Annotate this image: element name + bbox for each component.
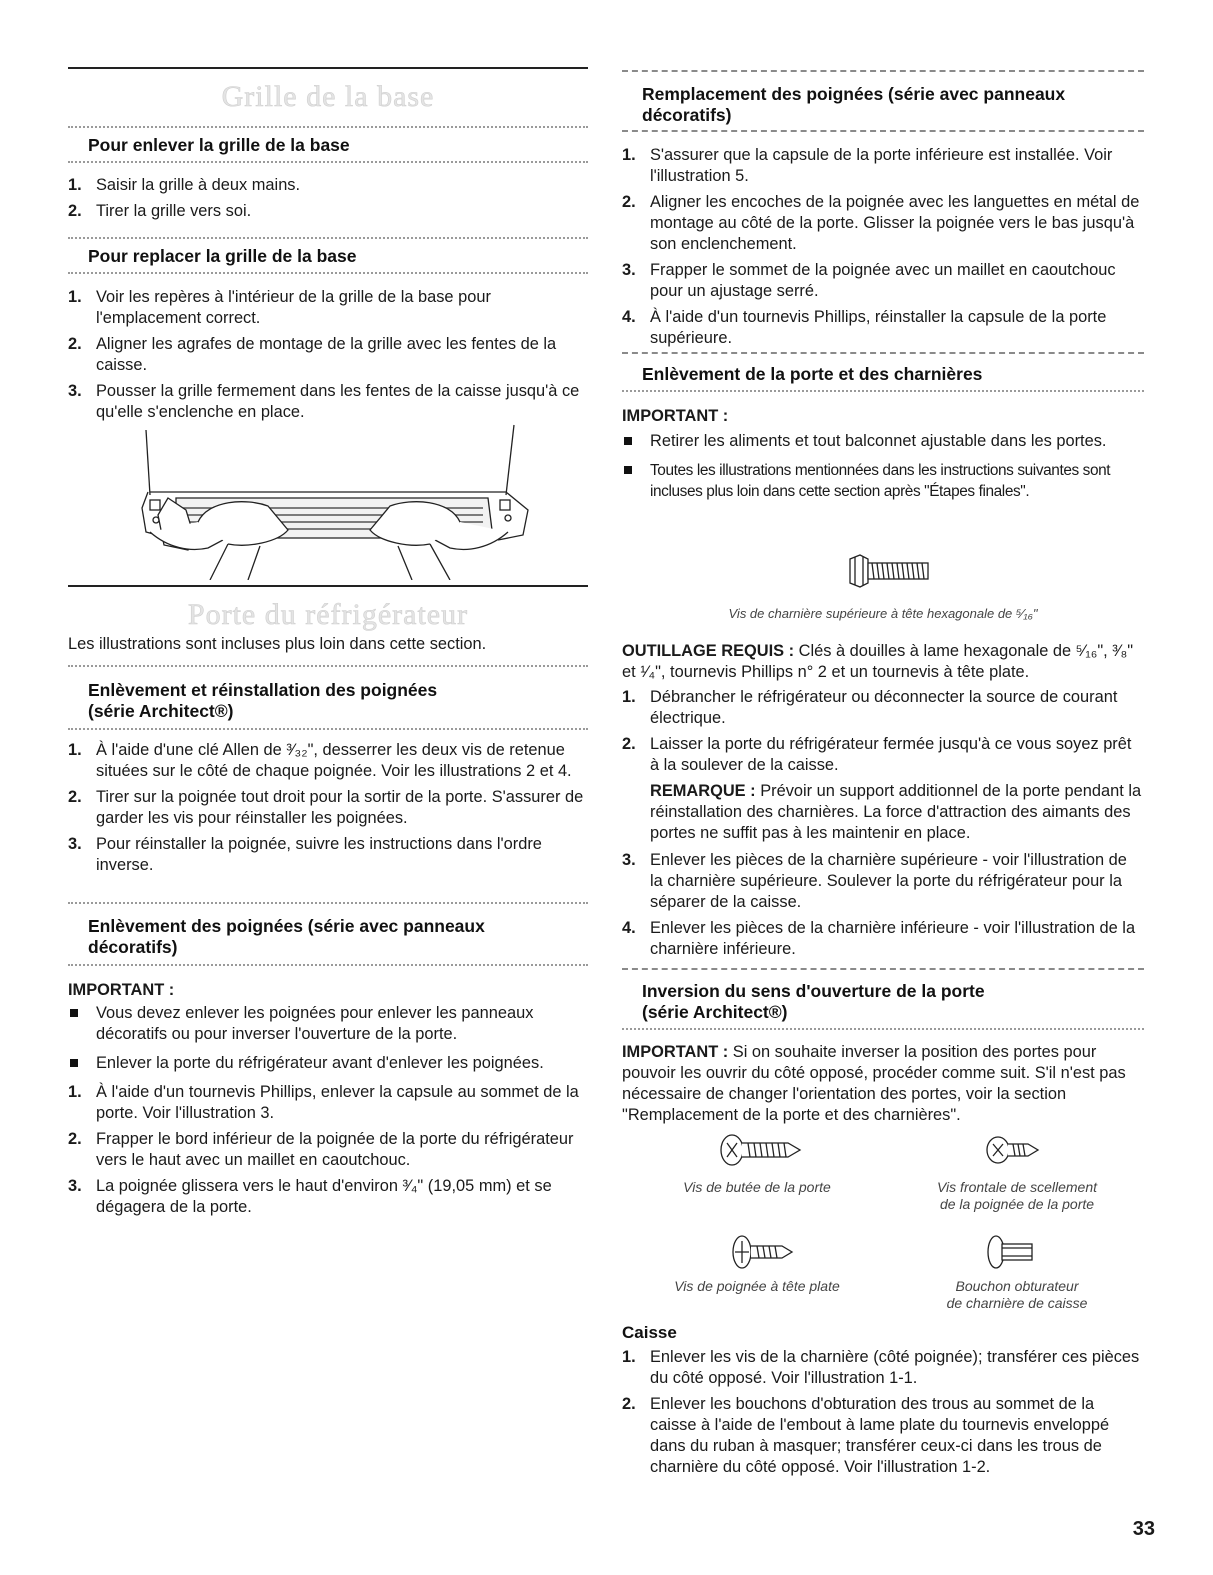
bullets-charnieres: [622, 431, 1144, 502]
list-item: 1. À l'aide d'une clé Allen de ³⁄₃₂", desserrer les deux vis de retenue situées sur le côté de chaque poignée. Voir les illustrations 2 et 4.: [68, 741, 572, 780]
list-item: 2. Tirer sur la poignée tout droit pour la sortir de la porte. S'assurer de garder les vis pour réinstaller les poignées.: [68, 788, 584, 827]
list-item: Toutes les illustrations mentionnées dans les instructions suivantes sont incluses plus loin dans cette section après "Étapes finales".: [622, 460, 1144, 502]
list-item: 4. À l'aide d'un tournevis Phillips, réinstaller la capsule de la porte supérieure.: [622, 308, 1107, 347]
list-item: 3. Enlever les pièces de la charnière supérieure - voir l'illustration de la charnière supérieure. Soulever la porte du réfrigérateur pour la séparer de la caisse.: [622, 851, 1127, 911]
section-title-porte: Porte du réfrigérateur: [187, 598, 469, 631]
divider: [68, 964, 588, 966]
square-bullet-icon: [624, 466, 632, 474]
list-item: 2. Laisser la porte du réfrigérateur fermée jusqu'à ce vous soyez prêt à la soulever de la caisse.: [622, 735, 1132, 774]
base-grille-illustration: [128, 420, 538, 580]
list-item: 1. Enlever les vis de la charnière (côté poignée); transférer ces pièces du côté opposé. Voir l'illustration 1-1.: [622, 1348, 1140, 1387]
divider: [622, 1028, 1144, 1030]
list-item: 2. Aligner les agrafes de montage de la grille avec les fentes de la caisse.: [68, 335, 557, 374]
list-item: 1. Voir les repères à l'intérieur de la grille de la base pour l'emplacement correct.: [68, 288, 491, 327]
caption-frontale-line2: de la poignée de la porte: [939, 1196, 1095, 1212]
caption-hex-bolt: Vis de charnière supérieure à tête hexagonale de ⁵⁄₁₆": [728, 606, 1038, 621]
heading-replacer-grille: Pour replacer la grille de la base: [88, 246, 357, 266]
divider: [68, 272, 588, 274]
page-number: 33: [1132, 1518, 1155, 1540]
caption-bouchon-line2: de charnière de caisse: [946, 1295, 1088, 1311]
caption-frontale-line1: Vis frontale de scellement: [936, 1179, 1098, 1195]
square-bullet-icon: [70, 1059, 78, 1067]
inversion-important: IMPORTANT : Si on souhaite inverser la position des portes pour pouvoir les ouvrir du côté opposé, procéder comme suit. S'il n'est pas nécessaire de changer l'orientation des portes, voir la section "Remplacement de la porte et des charnières".: [622, 1043, 1126, 1124]
heading-charnieres: Enlèvement de la porte et des charnières: [642, 364, 983, 384]
important-label: IMPORTANT :: [622, 407, 729, 425]
divider: [68, 665, 588, 667]
list-item: 2. Aligner les encoches de la poignée avec les languettes en métal de montage au côté de la porte. Glisser la poignée vers le bas jusqu'à son enclenchement.: [622, 193, 1140, 253]
divider: [622, 390, 1144, 392]
list-item: 1. Saisir la grille à deux mains.: [68, 176, 301, 194]
flat-head-screw-icon: [730, 1233, 800, 1271]
section-title-grille: Grille de la base: [221, 80, 435, 113]
list-item: 2. Tirer la grille vers soi.: [68, 202, 252, 220]
divider: [68, 161, 588, 163]
list-item: 3. La poignée glissera vers le haut d'environ ³⁄₄" (19,05 mm) et se dégagera de la porte.: [68, 1177, 552, 1216]
list-item: 1. Débrancher le réfrigérateur ou déconnecter la source de courant électrique.: [622, 688, 1118, 727]
list-item: Enlever la porte du réfrigérateur avant d'enlever les poignées.: [68, 1053, 588, 1074]
steps-remplacement: [622, 145, 1144, 349]
hinge-plug-icon: [984, 1233, 1044, 1271]
divider: [622, 968, 1144, 970]
list-item: 1. S'assurer que la capsule de la porte inférieure est installée. Voir l'illustration 5.: [622, 146, 1113, 185]
list-item: Vous devez enlever les poignées pour enlever les panneaux décoratifs ou pour inverser l'ouverture de la porte.: [68, 1003, 588, 1045]
steps-caisse: [622, 1347, 1144, 1478]
important-label: IMPORTANT :: [68, 981, 175, 999]
square-bullet-icon: [70, 1009, 78, 1017]
divider: [68, 902, 588, 904]
bullets-decoratifs: [68, 1003, 588, 1074]
heading-inversion-line1: Inversion du sens d'ouverture de la porte: [642, 981, 985, 1001]
hex-bolt-icon: [844, 553, 934, 589]
steps-charnieres-b: [622, 850, 1144, 960]
list-item: 2. Frapper le bord inférieur de la poignée de la porte du réfrigérateur vers le haut avec un maillet en caoutchouc.: [68, 1130, 574, 1169]
heading-inversion-line2: (série Architect®): [642, 1002, 788, 1022]
steps-architect: [68, 740, 588, 876]
divider: [68, 728, 588, 730]
heading-remplacement-line2: décoratifs): [642, 105, 732, 125]
list-item: 4. Enlever les pièces de la charnière inférieure - voir l'illustration de la charnière inférieure.: [622, 919, 1136, 958]
section-rule: [68, 585, 588, 587]
porte-intro: Les illustrations sont incluses plus loin dans cette section.: [68, 635, 487, 653]
list-item: 3. Frapper le sommet de la poignée avec un maillet en caoutchouc pour un ajustage serré.: [622, 261, 1116, 300]
divider: [68, 126, 588, 128]
heading-architect-line1: Enlèvement et réinstallation des poignées: [88, 680, 438, 700]
heading-decoratifs-line2: décoratifs): [88, 937, 178, 957]
remarque: REMARQUE : Prévoir un support additionnel de la porte pendant la réinstallation des charnières. La force d'attraction des aimants des portes ne suffit pas à les maintenir en place.: [650, 782, 1142, 842]
divider: [622, 130, 1144, 132]
divider: [622, 352, 1144, 354]
divider: [622, 70, 1144, 72]
heading-caisse: Caisse: [622, 1323, 677, 1342]
heading-architect-line2: (série Architect®): [88, 701, 234, 721]
top-rule: [68, 67, 588, 69]
heading-remplacement-line1: Remplacement des poignées (série avec panneaux: [642, 84, 1066, 104]
list-item: 1. À l'aide d'un tournevis Phillips, enlever la capsule au sommet de la porte. Voir l'illustration 3.: [68, 1083, 579, 1122]
caption-plate: Vis de poignée à tête plate: [674, 1278, 840, 1294]
list-item: 2. Enlever les bouchons d'obturation des trous au sommet de la caisse à l'aide de l'embout à lame plate du tournevis enveloppé dans du ruban à masquer; transférer ceux-ci dans les trous de charnière du côté opposé. Voir l'illustration 1-2.: [622, 1395, 1110, 1476]
square-bullet-icon: [624, 437, 632, 445]
steps-enlever-grille: [68, 175, 588, 222]
list-item: 3. Pour réinstaller la poignée, suivre les instructions dans l'ordre inverse.: [68, 835, 542, 874]
divider: [68, 237, 588, 239]
phillips-screw-icon: [718, 1133, 808, 1167]
steps-decoratifs: [68, 1082, 588, 1218]
list-item: Retirer les aliments et tout balconnet ajustable dans les portes.: [622, 431, 1144, 452]
sealing-screw-icon: [984, 1133, 1044, 1167]
caption-butee: Vis de butée de la porte: [683, 1179, 831, 1195]
caption-bouchon-line1: Bouchon obturateur: [955, 1278, 1079, 1294]
list-item: 3. Pousser la grille fermement dans les fentes de la caisse jusqu'à ce qu'elle s'enclenche en place.: [68, 382, 580, 421]
outillage-requis: OUTILLAGE REQUIS : Clés à douilles à lame hexagonale de ⁵⁄₁₆", ³⁄₈" et ¹⁄₄", tournevis Phillips n° 2 et un tournevis à tête plate.: [622, 642, 1134, 681]
heading-enlever-grille: Pour enlever la grille de la base: [88, 135, 350, 155]
heading-decoratifs-line1: Enlèvement des poignées (série avec panneaux: [88, 916, 485, 936]
steps-charnieres: [622, 687, 1144, 776]
steps-replacer-grille: [68, 287, 588, 423]
